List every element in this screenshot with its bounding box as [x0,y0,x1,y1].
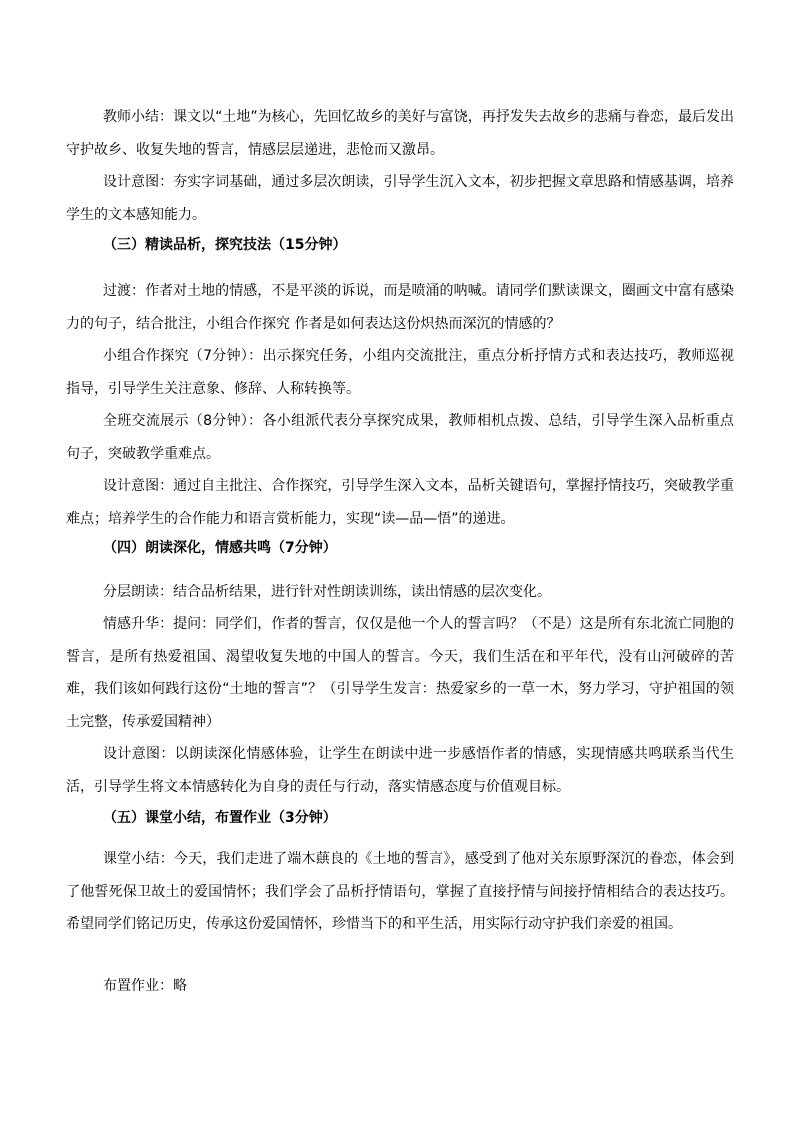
paragraph-homework: 布置作业：略 [103,978,187,994]
paragraph-teacher-summary: 教师小结：课文以“土地”为核心，先回忆故乡的美好与富饶，再抒发失去故乡的悲痛与眷恋，最后发出守护故乡、收复失地的誓言，情感层层递进，悲怆而又激昂。 [66,109,734,158]
paragraph-emotion-elevation: 情感升华：提问：同学们，作者的誓言，仅仅是他一个人的誓言吗？（不是）这是所有东北流亡同胞的誓言，是所有热爱祖国、渴望收复失地的中国人的誓言。今天，我们生活在和平年代，没有山河破碎的苦难，我们该如何践行这份“土地的誓言”？（引导学生发言：热爱家乡的一草一木，努力学习，守护祖国的领土完整，传承爱国精神） [66,616,734,730]
paragraph-design-intent-2: 设计意图：通过自主批注、合作探究，引导学生深入文本，品析关键语句，掌握抒情技巧，突破教学重难点；培养学生的合作能力和语言赏析能力，实现“读—品—悟”的递进。 [66,478,734,527]
paragraph-design-intent-3: 设计意图：以朗读深化情感体验，让学生在朗读中进一步感悟作者的情感，实现情感共鸣联系当代生活，引导学生将文本情感转化为自身的责任与行动，落实情感态度与价值观目标。 [66,746,734,795]
section-heading-3: （三）精读品析，探究技法（15分钟） [103,237,347,253]
paragraph-class-summary: 课堂小结：今天，我们走进了端木蕻良的《土地的誓言》，感受到了他对关东原野深沉的眷恋，体会到了他誓死保卫故土的爱国情怀；我们学会了品析抒情语句，掌握了直接抒情与间接抒情相结合的表达技巧。希望同学们铭记历史，传承这份爱国情怀，珍惜当下的和平生活，用实际行动守护我们亲爱的祖国。 [66,851,734,932]
section-heading-5: （五）课堂小结，布置作业（3分钟） [103,810,337,826]
paragraph-group-inquiry: 小组合作探究（7分钟）：出示探究任务，小组内交流批注，重点分析抒情方式和表达技巧，教师巡视指导，引导学生关注意象、修辞、人称转换等。 [66,348,734,397]
paragraph-class-presentation: 全班交流展示（8分钟）：各小组派代表分享探究成果，教师相机点拨、总结，引导学生深入品析重点句子，突破教学重难点。 [66,413,734,462]
paragraph-transition: 过渡：作者对土地的情感，不是平淡的诉说，而是喷涌的呐喊。请同学们默读课文，圈画文中富有感染力的句子，结合批注，小组合作探究 作者是如何表达这份炽热而深沉的情感的？ [66,283,734,332]
section-heading-4: （四）朗读深化，情感共鸣（7分钟） [103,540,337,556]
paragraph-layered-reading: 分层朗读：结合品析结果，进行针对性朗读训练，读出情感的层次变化。 [103,584,551,600]
paragraph-design-intent-1: 设计意图：夯实字词基础，通过多层次朗读，引导学生沉入文本，初步把握文章思路和情感基调，培养学生的文本感知能力。 [66,174,734,223]
